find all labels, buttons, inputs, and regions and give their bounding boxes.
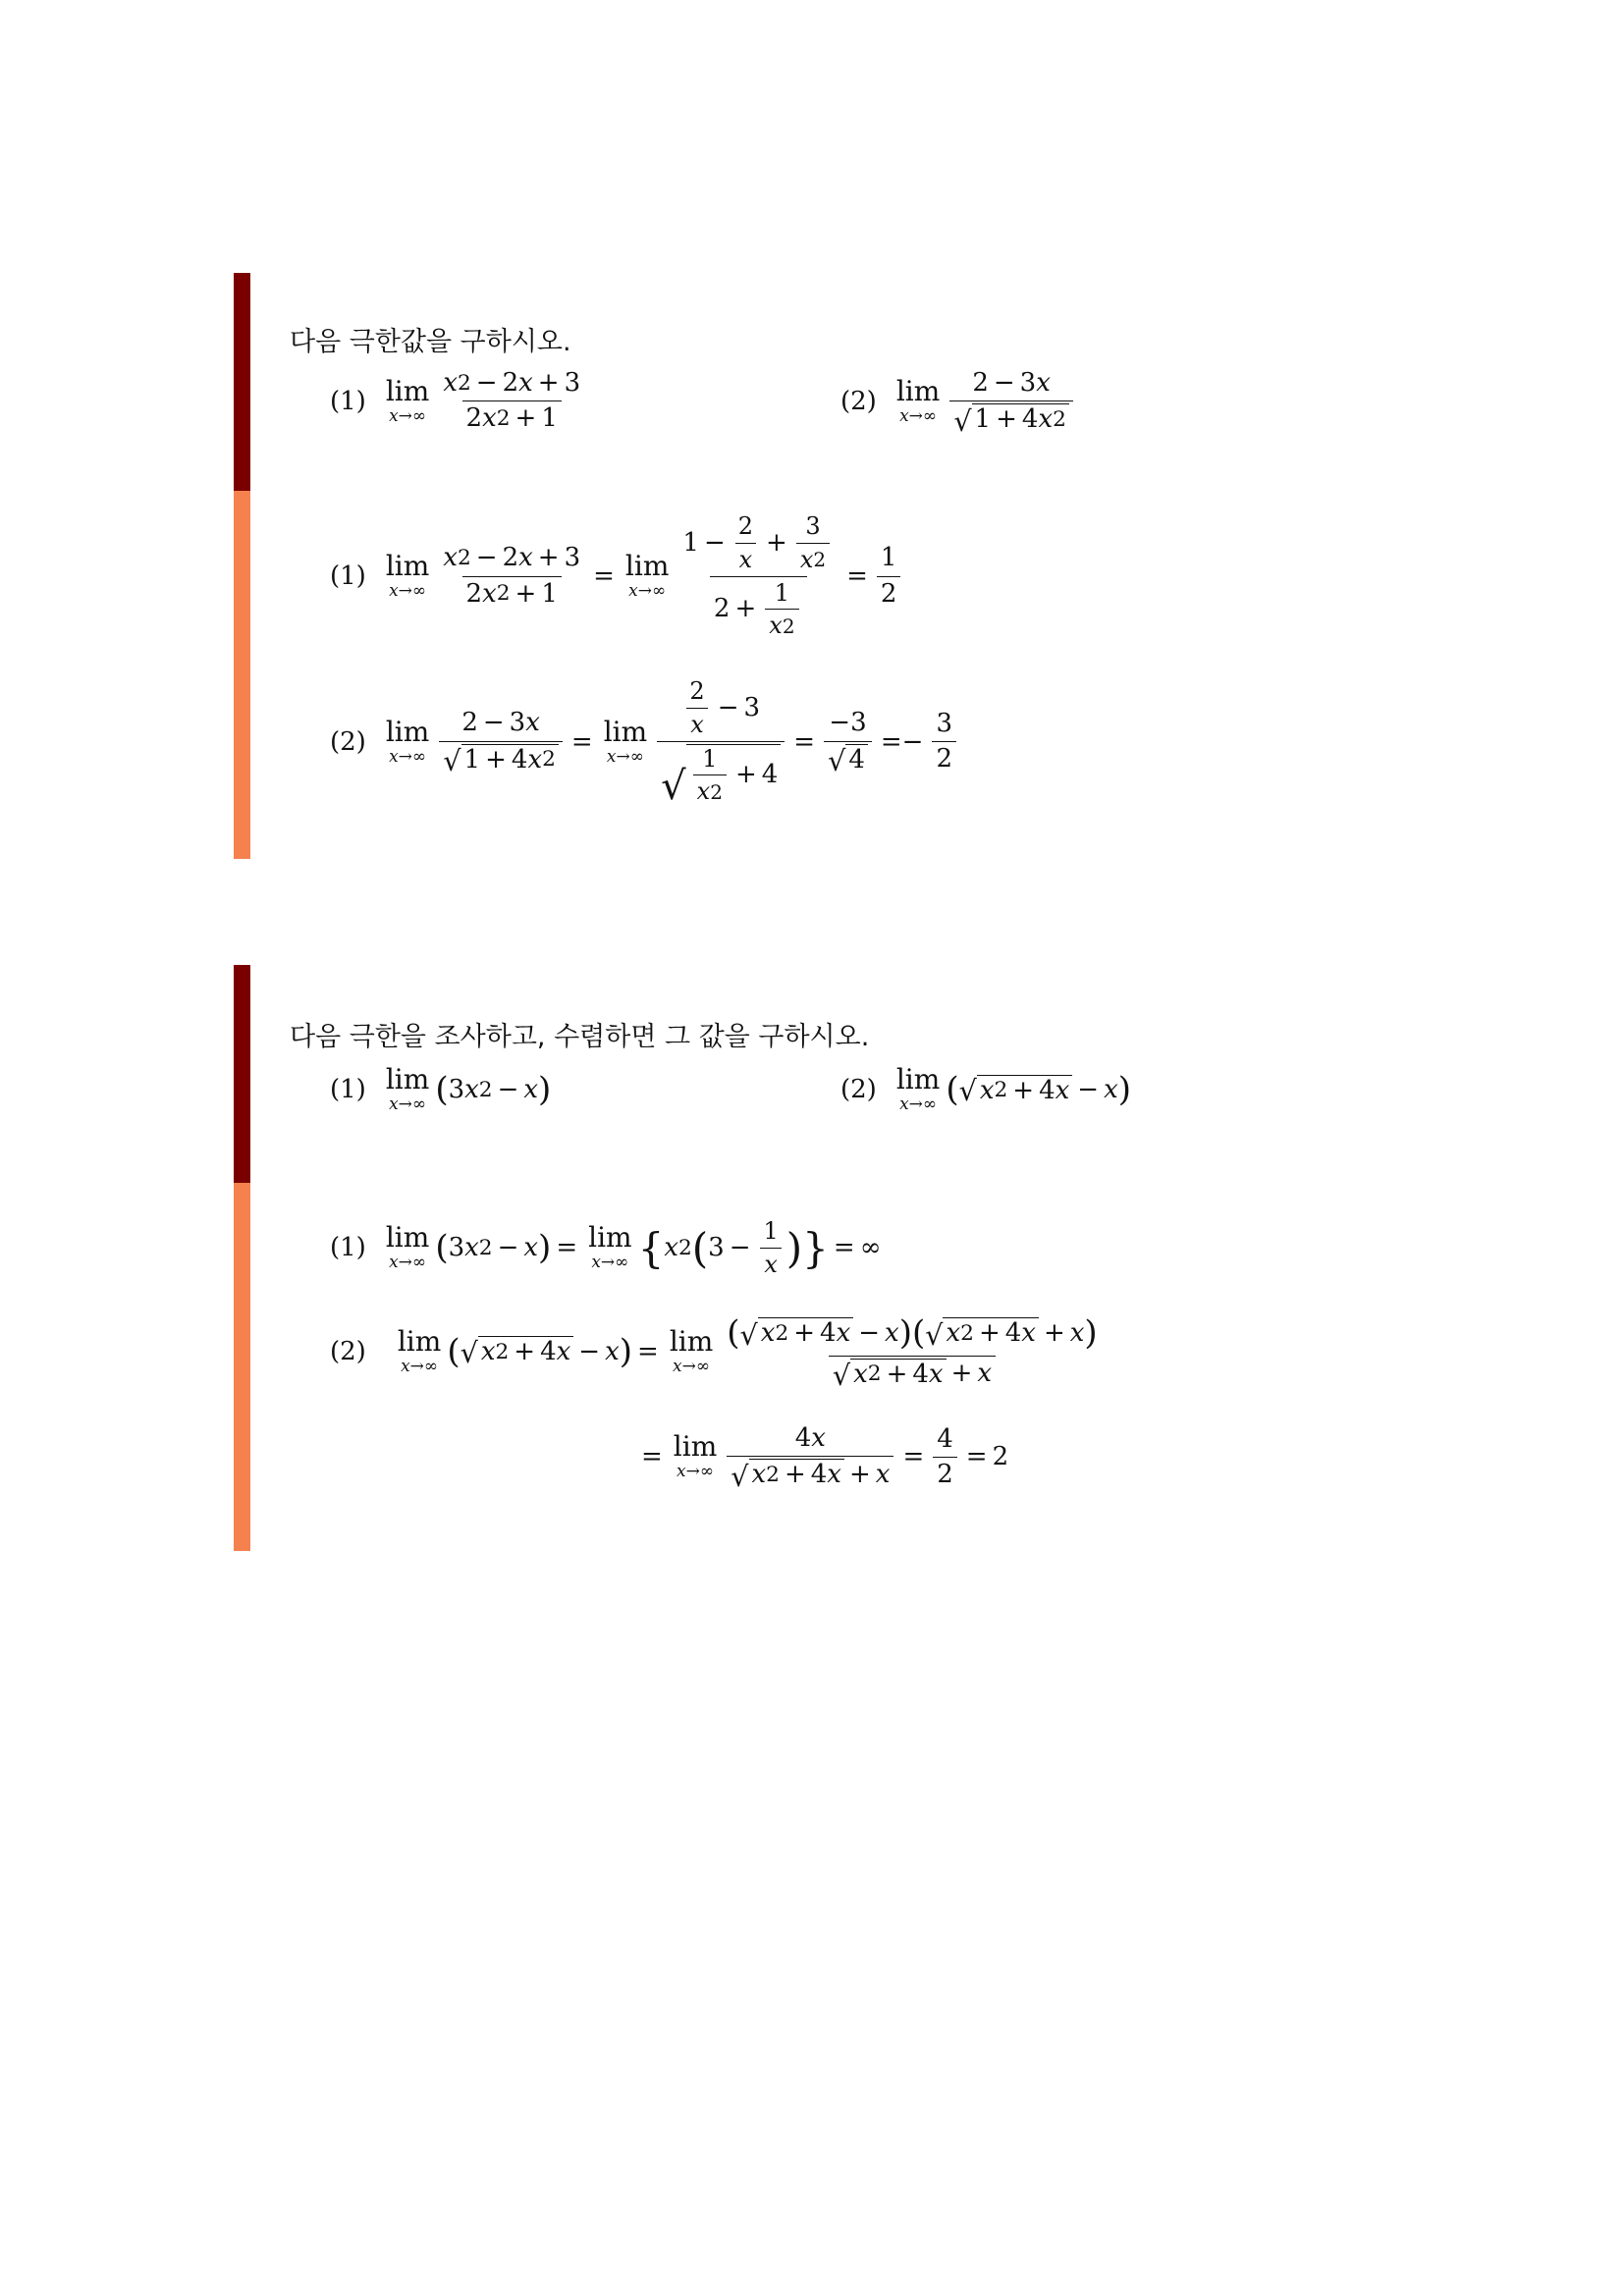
limit-operator: lim x→∞ — [603, 715, 648, 767]
limit-operator: lim x→∞ — [673, 1430, 718, 1482]
fraction: 4 x √ x 2 + 4 x + x — [727, 1423, 893, 1490]
section2-solution-bar — [234, 1183, 250, 1551]
problem2-question-2: (2) lim x→∞ ( √ x 2 + 4 x − x ) — [840, 1063, 1132, 1114]
limit-operator: lim x→∞ — [669, 1324, 714, 1376]
solution-number: (2) — [330, 726, 366, 757]
fraction: 2 − 3 x √ 1 + 4 x 2 — [439, 708, 563, 774]
problem2-solution-2: (2) lim x→∞ ( √ x 2 + 4 x − x ) = lim x→∞ ( √ x 2 + 4 x − x ) ( √ x 2 + 4 x + x ) √ x 2 + 4 x + x — [330, 1313, 1106, 1390]
fraction: −3 √ 4 — [824, 708, 872, 774]
fraction: 2 − 3 x √ 1 + 4 x 2 — [949, 368, 1073, 435]
square-root: √ 1 + 4 x 2 — [953, 403, 1069, 435]
section1-question-bar — [234, 273, 250, 491]
solution-number: (1) — [330, 561, 366, 592]
question-number: (1) — [330, 386, 366, 416]
question-number: (2) — [840, 387, 877, 417]
problem2-solution-2-continued: = lim x→∞ 4 x √ x 2 + 4 x + x = $\frac{4}{2}$ = 2 — [641, 1423, 1009, 1493]
section2-question-bar — [234, 965, 250, 1183]
fraction: 1 − $\frac{2}{x}$ + 3 x 2 2 + 1 x 2 — [678, 512, 838, 640]
problem2-prompt: 다음 극한을 조사하고, 수렴하면 그 값을 구하시오. — [290, 1022, 870, 1052]
fraction: x 2 − 2 x + 3 2 x 2 + 1 — [443, 543, 581, 609]
fraction: $\frac{1}{2}$ — [877, 543, 901, 609]
limit-operator: lim x→∞ — [624, 550, 670, 602]
fraction: $\frac{4}{2}$ — [933, 1424, 957, 1490]
limit-operator: lim x→∞ — [385, 715, 430, 767]
limit-operator: lim x→∞ — [385, 550, 430, 602]
limit-operator: lim x→∞ — [397, 1324, 442, 1376]
problem2-question-1: (1) lim x→∞ ( 3 x 2 − x ) — [330, 1063, 552, 1114]
limit-operator: lim x→∞ — [588, 1221, 632, 1273]
question-number: (2) — [840, 1075, 877, 1104]
fraction: $\frac{2}{x}$ − 3 √ 1 x 2 + 4 — [657, 677, 785, 806]
limit-operator: lim x→∞ — [385, 1221, 430, 1273]
fraction: x 2 − 2 x + 3 2 x 2 + 1 — [443, 368, 581, 434]
problem1-solution-1: (1) lim x→∞ x 2 − 2 x + 3 2 x 2 + 1 = lim x→∞ 1 − $\frac{2}{x}$ + 3 x 2 2 + 1 x 2 = $\frac{1}{2}$ — [330, 512, 904, 640]
problem1-solution-2: (2) lim x→∞ 2 − 3 x √ 1 + 4 x 2 = lim x→∞ $\frac{2}{x}$ − 3 √ 1 x 2 + 4 = −3 √ 4 =− $\frac{3}{2}$ — [330, 677, 960, 806]
problem1-question-1 — [330, 368, 588, 434]
problem1-prompt: 다음 극한값을 구하시오. — [290, 327, 571, 357]
solution-number: (1) — [330, 1233, 366, 1263]
limit-operator: lim x→∞ — [385, 374, 430, 426]
limit-operator: lim x→∞ — [895, 1063, 941, 1114]
fraction: $\frac{3}{2}$ — [932, 709, 956, 774]
section1-solution-bar — [234, 491, 250, 859]
limit-operator: lim x→∞ — [385, 1063, 430, 1114]
solution-number: (2) — [330, 1336, 366, 1366]
limit-operator: lim x→∞ — [895, 375, 941, 427]
problem2-solution-1: (1) lim x→∞ ( 3 x 2 − x ) = lim x→∞ { x 2 ( 3 − $\frac{1}{x}$ ) } = ∞ — [330, 1217, 882, 1278]
question-number: (1) — [330, 1075, 366, 1104]
fraction: ( √ x 2 + 4 x − x ) ( √ x 2 + 4 x + x ) √ x 2 + 4 x + x — [727, 1313, 1098, 1393]
problem1-question-2 — [840, 368, 1077, 438]
